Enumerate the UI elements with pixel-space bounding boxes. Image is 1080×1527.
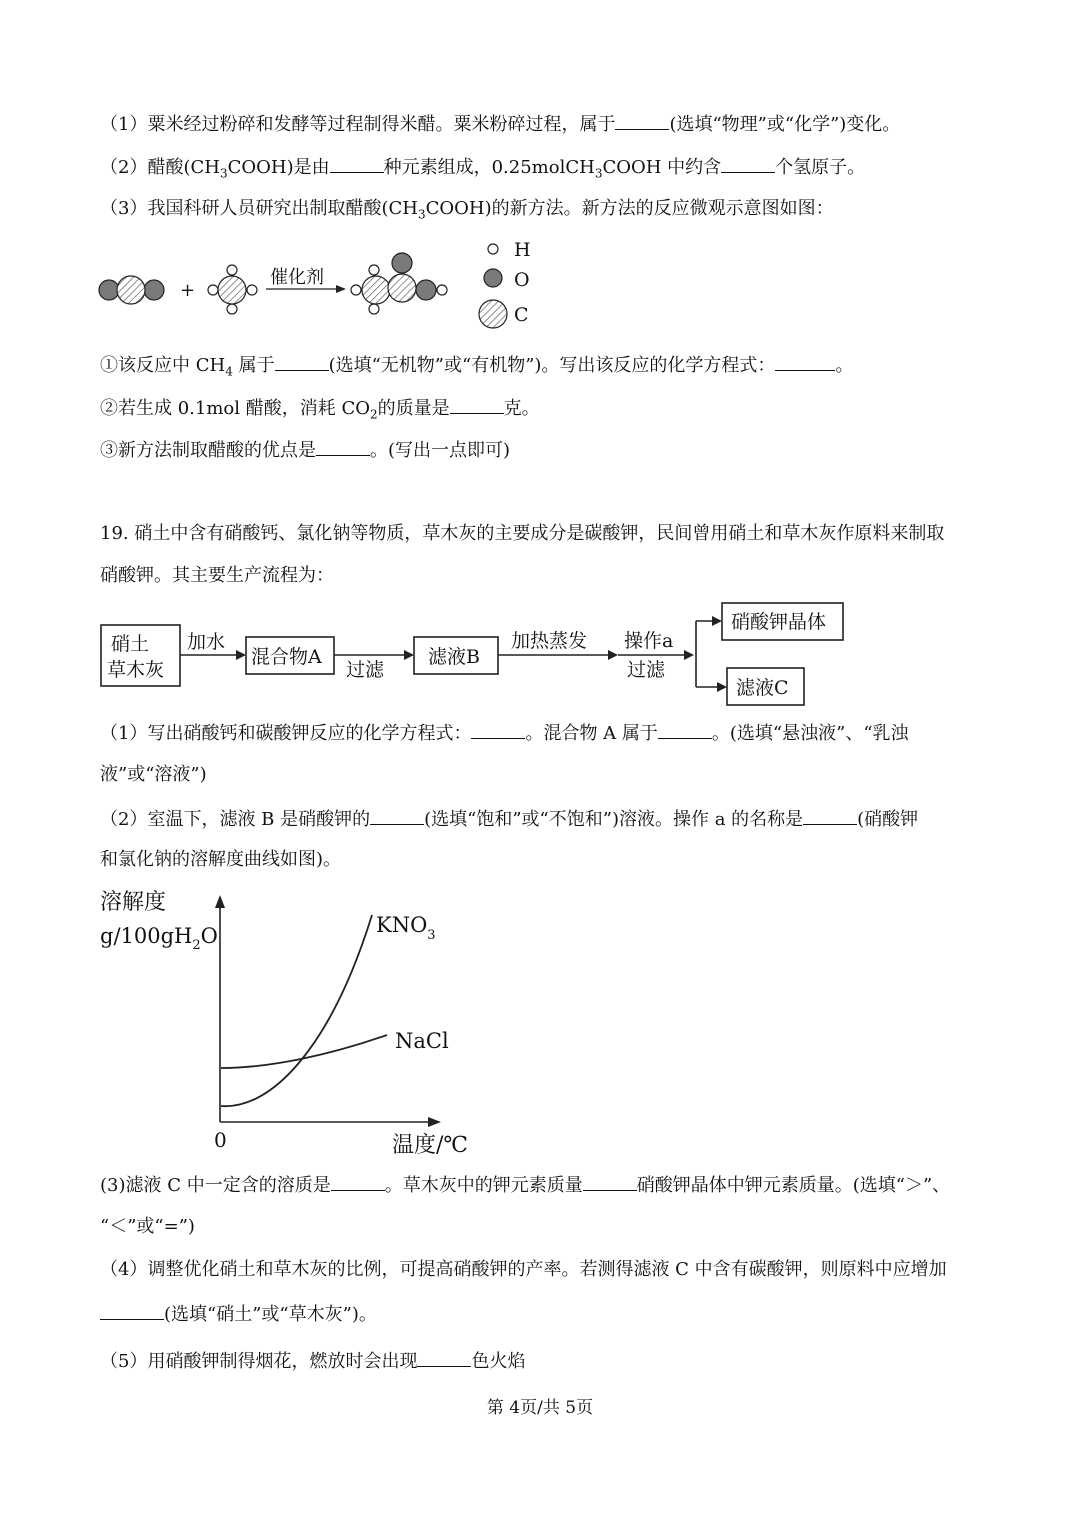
label-filter-1: 过滤 <box>346 659 385 681</box>
atom-legend <box>479 239 531 328</box>
answer-blank[interactable] <box>330 154 384 173</box>
q18-sub3: ③新方法制取醋酸的优点是 。(写出一点即可) <box>100 437 510 463</box>
arrowhead-icon <box>712 616 722 626</box>
q19-part4-line1: （4）调整优化硝土和草木灰的比例，可提高硝酸钾的产率。若测得滤液 C 中含有碳酸钾，则原料中应增加 <box>100 1259 947 1280</box>
label-filtrate-c: 滤液C <box>736 677 789 699</box>
x-axis-label: 温度/℃ <box>392 1133 469 1158</box>
hydrogen-atom-icon <box>488 244 498 254</box>
arrowhead-icon <box>236 650 246 660</box>
label-plant-ash: 草木灰 <box>107 659 165 681</box>
box-filtrate-c <box>727 668 804 705</box>
arrowhead-icon <box>684 650 694 660</box>
y-axis-label-line2: $g/100gH_2O$ <box>100 924 218 953</box>
q19-part2-line1: （2）室温下，滤液 B 是硝酸钾的 (选填“饱和”或“不饱和”)溶液。操作 a 的名称是 (硝酸钾 <box>100 806 918 832</box>
q19-part5: （5）用硝酸钾制得烟花，燃放时会出现 色火焰 <box>100 1348 525 1374</box>
y-axis-label-line1: 溶解度 <box>100 890 167 915</box>
answer-blank[interactable] <box>316 437 370 456</box>
page-footer: 第 4页/共 5页 <box>486 1398 594 1418</box>
kno3-label: $KNO_3$ <box>376 913 436 943</box>
co2-molecule <box>99 276 164 304</box>
origin-label: 0 <box>214 1128 227 1152</box>
answer-blank[interactable] <box>721 154 775 173</box>
answer-blank[interactable] <box>615 111 669 130</box>
legend-c: C <box>514 304 529 326</box>
answer-blank[interactable] <box>100 1301 164 1320</box>
label-heat-evaporate: 加热蒸发 <box>511 630 588 652</box>
box-mixture-a <box>246 637 334 674</box>
answer-blank[interactable] <box>417 1348 471 1367</box>
q19-intro-line2: 硝酸钾。其主要生产流程为： <box>100 565 334 586</box>
q18-part3: （3）我国科研人员研究出制取醋酸$(CH_3COOH)$的新方法。新方法的反应微观示意图如图： <box>100 198 834 222</box>
q19-part3-line1: (3)滤液 C 中一定含的溶质是 。草木灰中的钾元素质量 硝酸钾晶体中钾元素质量。(选填“＞”、 <box>100 1172 950 1198</box>
q19-part3-line2: “＜”或“=”) <box>100 1216 195 1237</box>
label-operation-a: 操作a <box>624 630 674 652</box>
box-raw-materials <box>101 625 180 686</box>
label-filtrate-b: 滤液B <box>428 646 480 668</box>
arrowhead-icon <box>404 650 414 660</box>
q19-part1-line1: （1）写出硝酸钙和碳酸钾反应的化学方程式： 。混合物 A 属于 。(选填“悬浊液”、“乳浊 <box>100 720 909 746</box>
x-arrowhead-icon <box>428 1117 441 1127</box>
arrowhead-icon <box>336 285 346 293</box>
y-arrowhead-icon <box>215 895 225 908</box>
answer-blank[interactable] <box>583 1172 637 1191</box>
q19-intro-line1: 19. 硝土中含有硝酸钙、氯化钠等物质，草木灰的主要成分是碳酸钾，民间曾用硝土和草木灰作原料来制取 <box>100 523 945 544</box>
q19-part1-line2: 液”或“溶液”) <box>100 764 207 785</box>
oxygen-atom-icon <box>484 269 502 287</box>
kno3-curve <box>221 915 372 1106</box>
label-kno3-crystal: 硝酸钾晶体 <box>731 611 827 633</box>
answer-blank[interactable] <box>803 806 857 825</box>
nacl-label: NaCl <box>395 1029 449 1053</box>
box-kno3-crystal <box>722 603 843 640</box>
acetic-acid-molecule <box>351 253 447 314</box>
q18-sub2: ②若生成 0.1mol 醋酸，消耗 $CO_2$的质量是 克。 <box>100 395 540 421</box>
label-mixture-a: 混合物A <box>251 646 322 668</box>
answer-blank[interactable] <box>370 806 424 825</box>
q18-sub1: ①该反应中 $CH_4$ 属于 (选填“无机物”或“有机物”)。写出该反应的化学方程式： 。 <box>100 352 853 378</box>
plus-sign: + <box>180 280 196 301</box>
q18-part1: （1）粟米经过粉碎和发酵等过程制得米醋。粟米粉碎过程，属于 (选填“物理”或“化学”)变化。 <box>100 111 900 137</box>
label-add-water: 加水 <box>187 631 226 653</box>
nacl-curve <box>221 1035 387 1068</box>
label-filter-2: 过滤 <box>627 659 666 681</box>
box-filtrate-b <box>414 637 498 674</box>
q19-part4-line2: (选填“硝土”或“草木灰”)。 <box>100 1301 377 1327</box>
catalyst-label: 催化剂 <box>270 267 324 288</box>
answer-blank[interactable] <box>450 395 504 414</box>
answer-blank[interactable] <box>658 720 712 739</box>
answer-blank[interactable] <box>275 352 329 371</box>
answer-blank[interactable] <box>775 352 835 371</box>
legend-h: H <box>514 239 531 261</box>
answer-blank[interactable] <box>331 1172 385 1191</box>
q19-part2-line2: 和氯化钠的溶解度曲线如图)。 <box>100 849 342 870</box>
carbon-atom-icon <box>479 300 507 328</box>
label-nitrate-soil: 硝土 <box>111 633 150 655</box>
legend-o: O <box>514 269 530 291</box>
ch4-molecule <box>208 265 257 314</box>
arrowhead-icon <box>608 650 618 660</box>
q18-part2: （2）醋酸$(CH_3COOH)$是由 种元素组成，0.25molCH$_3$COOH 中约含 个氢原子。 <box>100 154 865 180</box>
answer-blank[interactable] <box>471 720 525 739</box>
arrowhead-icon <box>717 682 727 692</box>
